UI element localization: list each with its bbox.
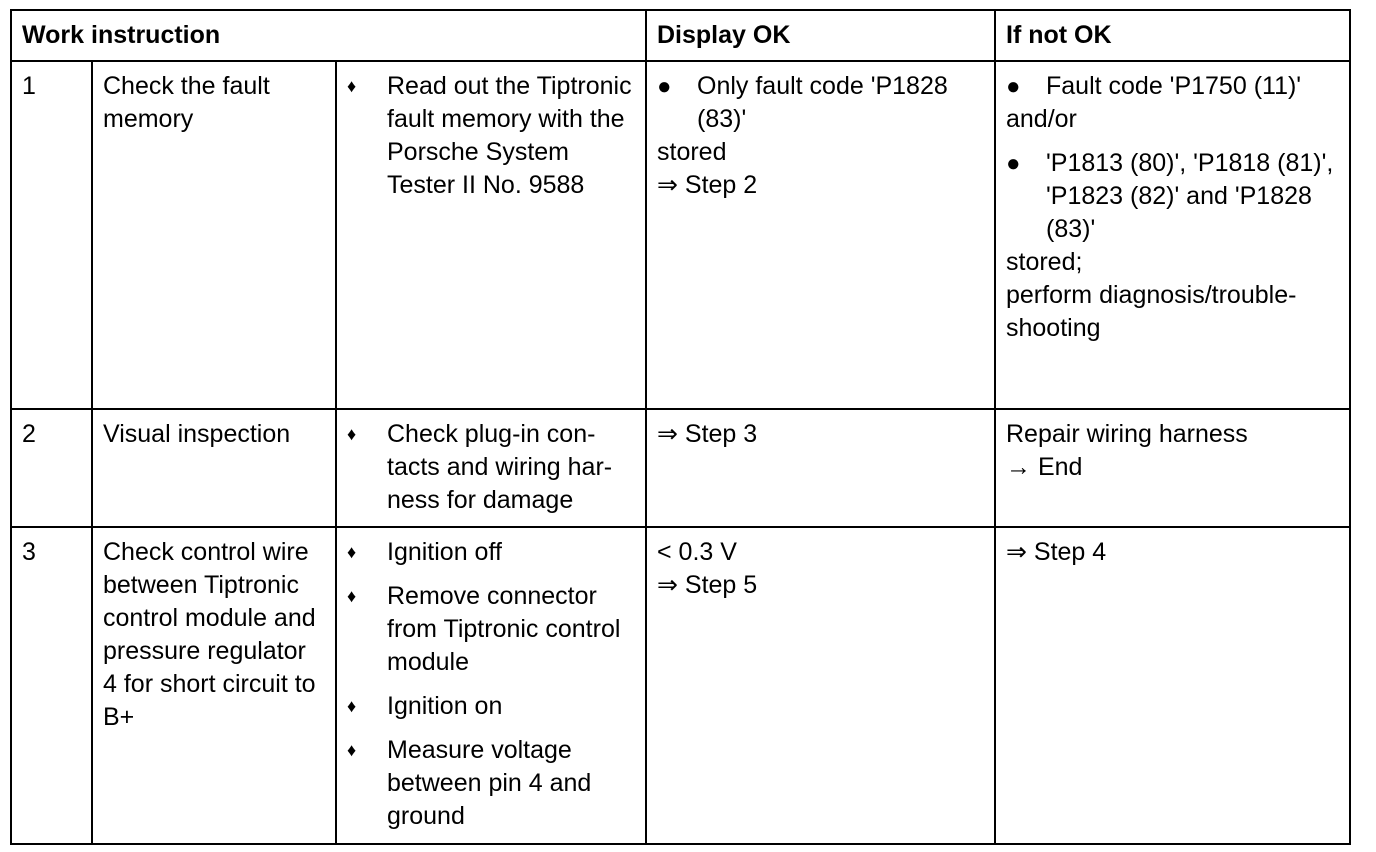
not-ok-cell xyxy=(995,409,1350,527)
display-ok-cell xyxy=(646,527,995,844)
diamond-bullet-icon: ♦ xyxy=(347,696,357,716)
table-row xyxy=(11,61,1350,409)
diamond-bullet-icon: ♦ xyxy=(347,424,357,444)
ok-next-step: ⇒ Step 2 xyxy=(657,171,758,199)
dot-bullet-icon: ● xyxy=(657,73,672,100)
not-ok-cell xyxy=(995,61,1350,409)
ok-bullet-item: ● Only fault code 'P1828 (83)' xyxy=(657,72,948,133)
step-number: 3 xyxy=(11,527,92,844)
step-number: 1 xyxy=(11,61,92,409)
diamond-bullet-icon: ♦ xyxy=(347,76,357,96)
not-ok-text: → End xyxy=(1006,453,1083,481)
display-ok-cell xyxy=(646,409,995,527)
not-ok-bullet-item: ● Fault code 'P1750 (11)' xyxy=(1006,70,1339,103)
ok-next-step: ⇒ Step 3 xyxy=(657,420,758,448)
not-ok-text: Repair wiring harness xyxy=(1006,420,1248,448)
not-ok-bullet-item: ● 'P1813 (80)', 'P1818 (81)', 'P1823 (82)' and 'P1828 (83)' xyxy=(1006,149,1334,243)
diamond-bullet-icon: ♦ xyxy=(347,542,357,562)
table-row xyxy=(11,409,1350,527)
step-number: 2 xyxy=(11,409,92,527)
not-ok-text: stored; xyxy=(1006,248,1083,276)
instruction-item: ♦ Remove connector from Tiptronic control module xyxy=(347,582,621,676)
diamond-bullet-icon: ♦ xyxy=(347,740,357,760)
not-ok-next-step: ⇒ Step 4 xyxy=(1006,538,1107,566)
step-instructions xyxy=(336,409,646,527)
header-work-instruction: Work instruction xyxy=(11,10,646,61)
display-ok-cell xyxy=(646,61,995,409)
instruction-item: ♦ Ignition on xyxy=(347,690,635,723)
not-ok-cell xyxy=(995,527,1350,844)
instruction-item: ♦ Check plug-in contacts and wiring harness for damage xyxy=(347,420,613,514)
table-row xyxy=(11,527,1350,844)
step-title: Check the fault memory xyxy=(92,61,336,409)
dot-bullet-icon: ● xyxy=(1006,150,1021,177)
instruction-item: ♦ Read out the Tiptronic fault memory with the Porsche System Tester II No. 9588 xyxy=(347,72,632,199)
header-if-not-ok: If not OK xyxy=(995,10,1350,61)
step-title: Visual inspection xyxy=(92,409,336,527)
header-display-ok: Display OK xyxy=(646,10,995,61)
ok-next-step: ⇒ Step 5 xyxy=(657,571,758,599)
step-title: Check control wire between Tiptronic control module and pressure regulator 4 for short circuit to B+ xyxy=(92,527,336,844)
step-instructions xyxy=(336,61,646,409)
not-ok-text: and/or xyxy=(1006,105,1077,133)
step-instructions xyxy=(336,527,646,844)
header-row xyxy=(11,10,1350,61)
instruction-item: ♦ Ignition off xyxy=(347,536,635,569)
not-ok-text: perform diagnosis/troubleshooting xyxy=(1006,281,1297,342)
ok-text: stored xyxy=(657,138,727,166)
ok-text: < 0.3 V xyxy=(657,538,737,566)
diamond-bullet-icon: ♦ xyxy=(347,586,357,606)
dot-bullet-icon: ● xyxy=(1006,73,1021,100)
work-instruction-table xyxy=(10,9,1351,845)
instruction-item: ♦ Measure voltage between pin 4 and ground xyxy=(347,736,592,830)
